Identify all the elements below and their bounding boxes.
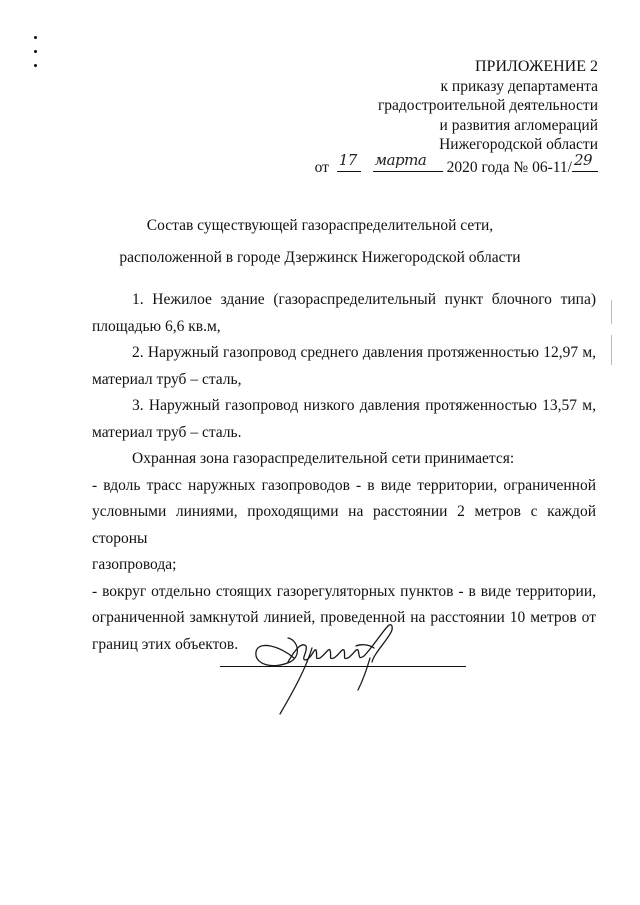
scan-edge-mark xyxy=(611,335,612,365)
zone-line: ограниченной замкнутой линией, проведенной на расстоянии 10 метров от xyxy=(92,609,596,626)
order-month: марта xyxy=(374,150,427,169)
document-body xyxy=(92,287,596,658)
zone-pipelines-paragraph xyxy=(92,473,596,579)
list-item xyxy=(92,340,596,393)
order-number-blank xyxy=(572,150,598,172)
margin-dot xyxy=(34,50,37,53)
list-item xyxy=(92,287,596,340)
order-day: 17 xyxy=(338,150,357,169)
list-item-continuation: площадью 6,6 кв.м, xyxy=(92,317,221,335)
list-item-first-line: 2. Наружный газопровод среднего давления протяженностью 12,97 м, xyxy=(132,344,596,361)
order-reference xyxy=(314,150,598,178)
header-line: Нижегородской области xyxy=(439,136,598,153)
order-month-blank xyxy=(373,150,443,172)
margin-dots xyxy=(34,36,44,78)
list-item-first-line: 1. Нежилое здание (газораспределительный пункт блочного типа) xyxy=(132,291,596,308)
header-line: и развития агломераций xyxy=(439,116,598,134)
list-item-continuation: материал труб – сталь. xyxy=(92,423,242,441)
list-item-continuation: материал труб – сталь, xyxy=(92,370,242,388)
scan-edge-mark xyxy=(611,300,612,324)
order-day-blank xyxy=(337,150,361,172)
margin-dot xyxy=(34,64,37,67)
header-line: к приказу департамента xyxy=(440,77,598,95)
zone-intro xyxy=(92,446,596,473)
title-line: Состав существующей газораспределительной сети, xyxy=(146,217,494,234)
zone-line: - вокруг отдельно стоящих газорегуляторных пунктов - в виде территории, xyxy=(92,582,596,600)
zone-line: границ этих объектов. xyxy=(92,635,239,653)
title-line: расположенной в городе Дзержинск Нижегородской области xyxy=(119,249,521,266)
order-number: 29 xyxy=(574,150,593,169)
zone-line: условными линиями, проходящими на расстоянии 2 метров с каждой стороны xyxy=(92,503,596,547)
order-year-text: 2020 года № 06-11/ xyxy=(446,158,572,176)
handwritten-signature xyxy=(250,618,420,723)
zone-line: газопровода; xyxy=(92,556,177,573)
appendix-header xyxy=(315,57,598,177)
zone-line: - вдоль трасс наружных газопроводов - в виде территории, ограниченной xyxy=(92,476,596,494)
list-item-first-line: 3. Наружный газопровод низкого давления протяженностью 13,57 м, xyxy=(132,397,596,414)
appendix-label: ПРИЛОЖЕНИЕ 2 xyxy=(474,58,598,75)
zone-intro-text: Охранная зона газораспределительной сети принимается: xyxy=(132,450,515,467)
list-item xyxy=(92,393,596,446)
document-title xyxy=(0,210,640,274)
header-line: градостроительной деятельности xyxy=(377,97,598,114)
margin-dot xyxy=(34,36,37,39)
order-prefix: от xyxy=(314,158,329,176)
